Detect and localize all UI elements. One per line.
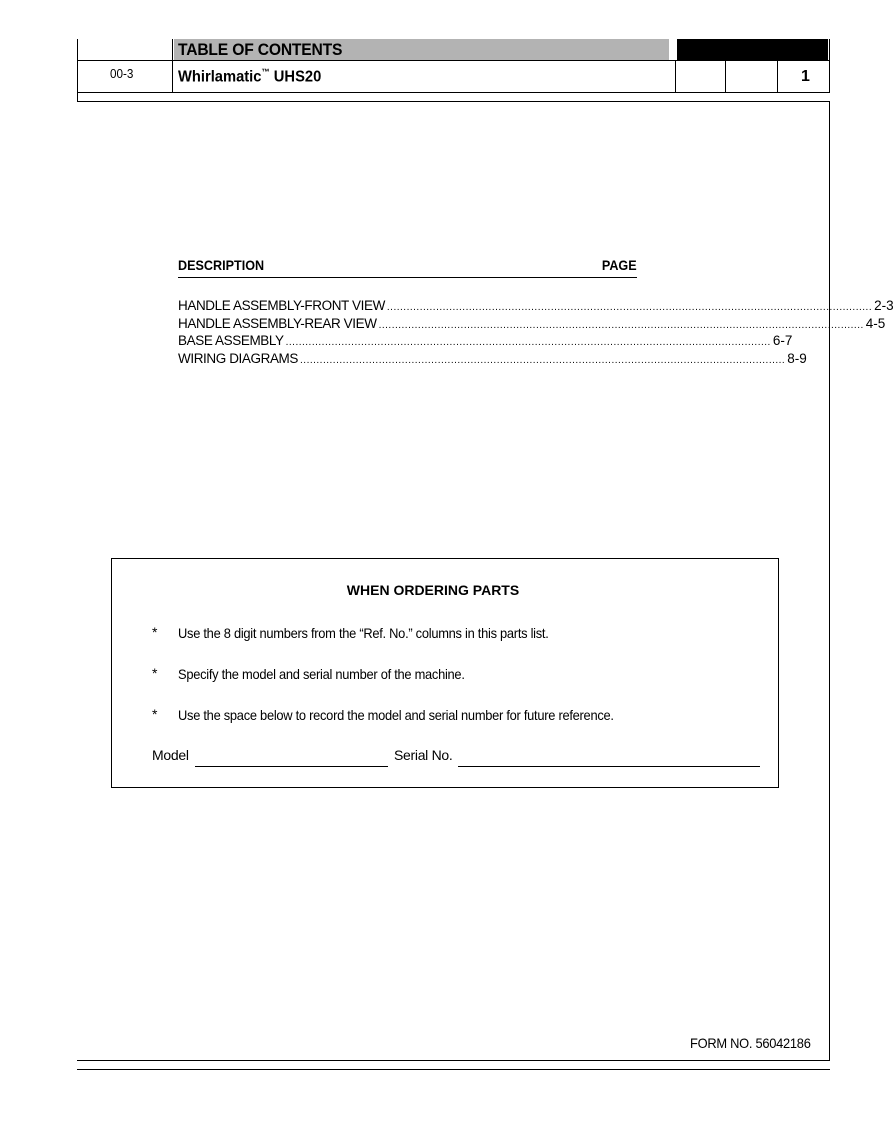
ordering-instruction: Use the 8 digit numbers from the “Ref. No.” columns in this parts list. bbox=[178, 625, 549, 641]
toc-leader-dots: .................................................................................................................................................... bbox=[378, 319, 864, 331]
toc-leader-dots: .................................................................................................................................................... bbox=[285, 337, 771, 348]
toc-entry-page: 8-9 bbox=[787, 350, 807, 366]
product-model: UHS20 bbox=[269, 68, 322, 86]
ordering-title: WHEN ORDERING PARTS bbox=[346, 582, 520, 598]
bullet-asterisk: * bbox=[152, 665, 158, 681]
header-col-divider bbox=[172, 39, 173, 92]
serial-write-line[interactable] bbox=[458, 766, 760, 767]
page-number: 1 bbox=[801, 68, 810, 85]
ordering-instruction: Use the space below to record the model and serial number for future reference. bbox=[178, 707, 614, 723]
product-title bbox=[178, 67, 321, 86]
toc-col-page: PAGE bbox=[602, 257, 637, 273]
toc-list bbox=[178, 297, 894, 367]
page-bottom-rule-outer bbox=[77, 1069, 830, 1070]
doc-number: 00-3 bbox=[110, 66, 134, 81]
header-bottom-rule bbox=[77, 92, 830, 93]
model-write-line[interactable] bbox=[195, 766, 388, 767]
toc-entry-label: HANDLE ASSEMBLY-FRONT VIEW bbox=[178, 298, 385, 313]
toc-leader-dots: .................................................................................................................................................... bbox=[386, 302, 873, 313]
bullet-asterisk: * bbox=[152, 706, 158, 722]
header-right-border bbox=[829, 39, 830, 92]
form-number: FORM NO. 56042186 bbox=[690, 1035, 811, 1051]
header-col-divider bbox=[675, 60, 676, 92]
header-col-divider bbox=[777, 60, 778, 92]
toc-entry[interactable] bbox=[178, 315, 886, 333]
toc-entry[interactable] bbox=[178, 350, 807, 368]
toc-entry[interactable] bbox=[178, 332, 793, 350]
page-right-border bbox=[829, 101, 830, 1060]
serial-label: Serial No. bbox=[394, 747, 453, 763]
toc-header bbox=[178, 257, 637, 278]
trademark-symbol: ™ bbox=[261, 67, 270, 77]
header-black-block bbox=[677, 39, 828, 60]
toc-entry-page: 2-3 bbox=[874, 298, 894, 313]
header-col-divider bbox=[725, 60, 726, 92]
ordering-instruction: Specify the model and serial number of the machine. bbox=[178, 666, 465, 682]
toc-entry-label: WIRING DIAGRAMS bbox=[178, 350, 299, 366]
page-top-rule bbox=[77, 101, 830, 102]
toc-leader-dots: .................................................................................................................................................... bbox=[300, 354, 786, 366]
model-label: Model bbox=[152, 747, 189, 763]
toc-col-description: DESCRIPTION bbox=[178, 257, 265, 273]
section-title: TABLE OF CONTENTS bbox=[178, 40, 343, 59]
toc-entry-page: 6-7 bbox=[772, 333, 793, 348]
page-bottom-rule bbox=[77, 1060, 830, 1061]
bullet-asterisk: * bbox=[152, 624, 158, 640]
header-mid-rule bbox=[77, 60, 830, 61]
toc-entry-label: BASE ASSEMBLY bbox=[178, 333, 284, 348]
toc-entry-label: HANDLE ASSEMBLY-REAR VIEW bbox=[178, 315, 377, 331]
product-name: Whirlamatic bbox=[178, 68, 262, 86]
toc-entry-page: 4-5 bbox=[865, 315, 886, 331]
toc-entry[interactable] bbox=[178, 297, 894, 315]
